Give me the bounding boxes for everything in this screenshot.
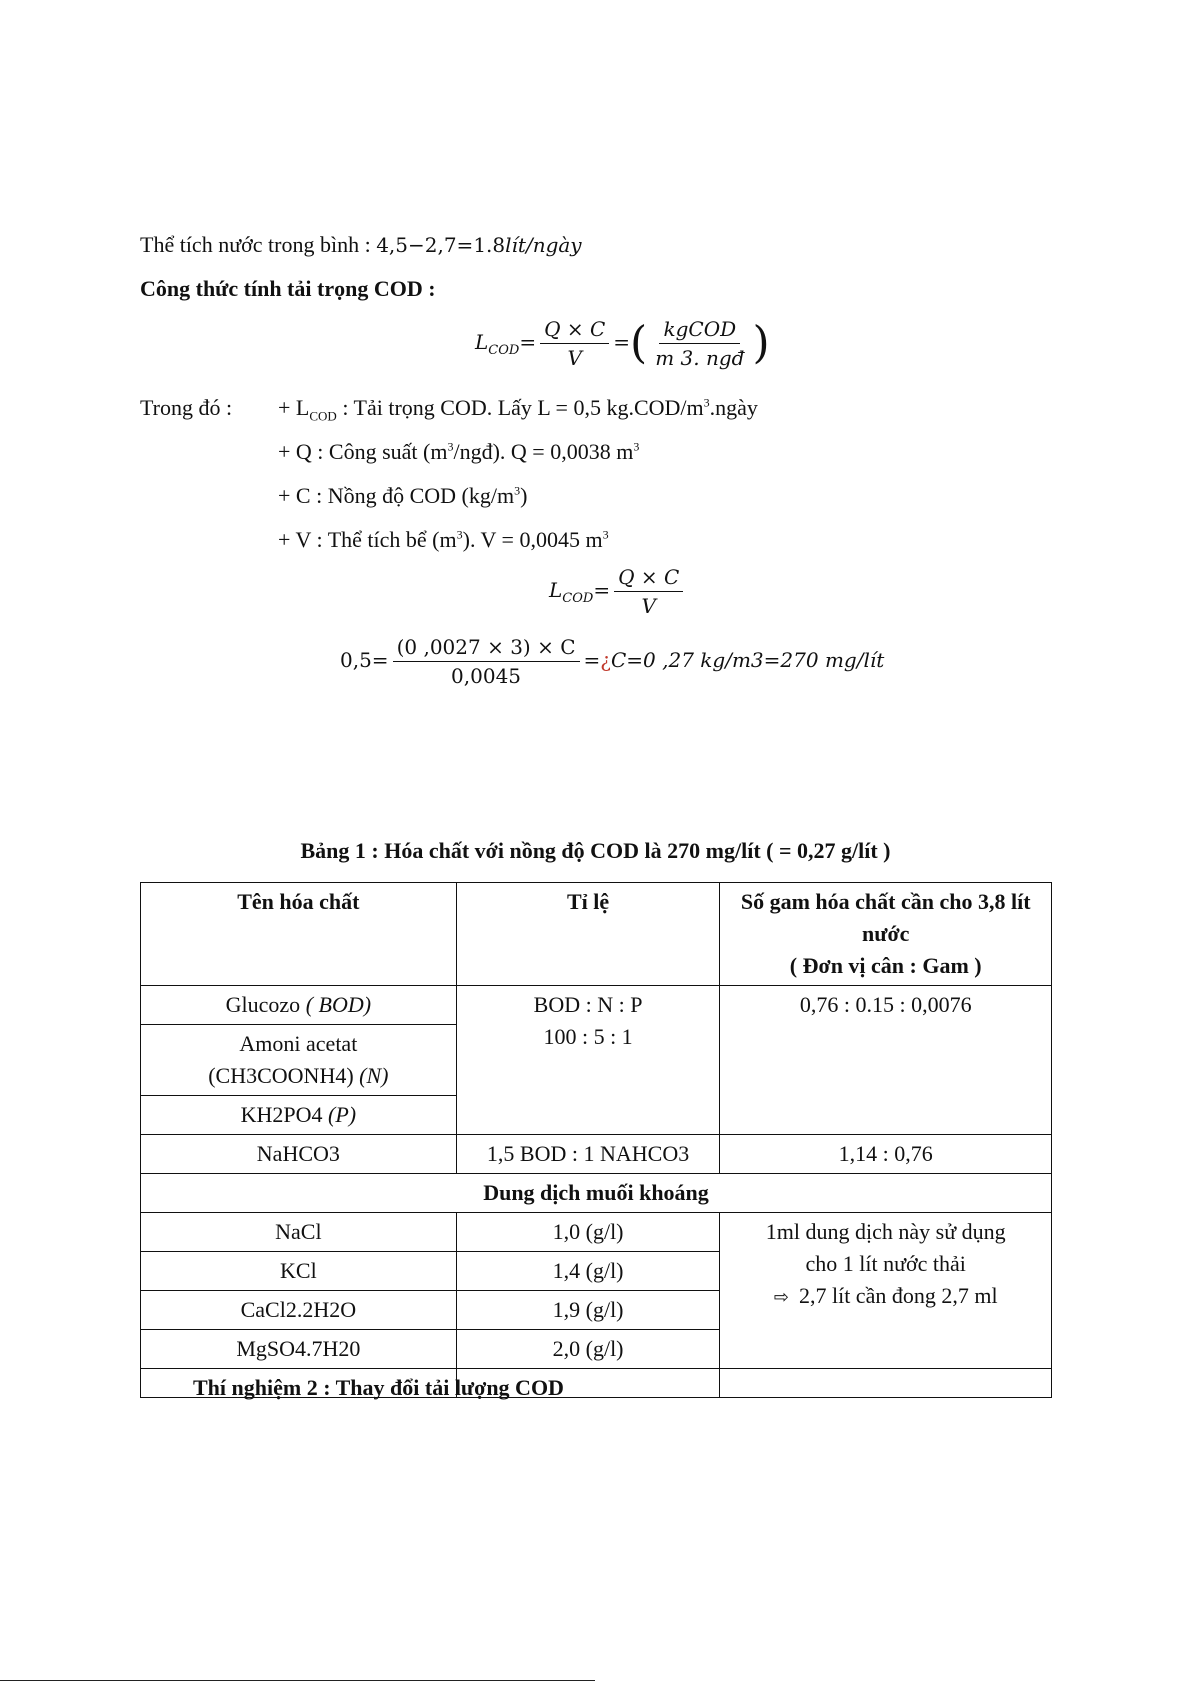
cell-mineral-name: MgSO4.7H20	[141, 1330, 457, 1369]
cell-mineral-value: 1,9 (g/l)	[456, 1291, 720, 1330]
table-section-row	[141, 1174, 1052, 1213]
formula2-fraction: $\frac{Q \times C}{V}$	[614, 566, 683, 617]
volume-label: Thể tích nước trong bình :	[140, 232, 377, 257]
formula1-fraction	[540, 318, 609, 369]
experiment-2-heading: Thí nghiệm 2 : Thay đổi tải lượng COD	[193, 1375, 564, 1400]
right-arrow-icon: ⇨	[773, 1287, 789, 1308]
calc-result: C=0 ,27 kg/m3=270 mg/lít	[611, 648, 885, 672]
header-chemical-name: Tên hóa chất	[141, 883, 457, 986]
table-header-row	[141, 883, 1052, 986]
header-ratio: Tỉ lệ	[456, 883, 720, 986]
definition-c: + C : Nồng độ COD $(kg/m^3)$	[278, 483, 528, 508]
cell-nahco3: NaHCO3	[141, 1135, 457, 1174]
formula1-lhs-sub: COD	[488, 343, 520, 358]
cell-mineral-name: NaCl	[141, 1213, 457, 1252]
cell-nahco3-ratio: 1,5 BOD : 1 NAHCO3	[456, 1135, 720, 1174]
cell-mineral-note: 1ml dung dịch này sử dụng cho 1 lít nước thải ⇨ 2,7 lít cần đong 2,7 ml	[720, 1213, 1052, 1369]
header-grams: Số gam hóa chất cần cho 3,8 lít nước ( Đơn vị cân : Gam )	[720, 883, 1052, 986]
chemicals-table	[140, 882, 1052, 1398]
table-caption: Bảng 1 : Hóa chất với nồng độ COD là 270 mg/lít ( = 0,27 g/lít )	[300, 838, 891, 863]
calc-mark: ¿	[600, 648, 611, 672]
formula1-unit-num: kgCOD	[659, 318, 740, 344]
definition-q: + Q : Công suất $(m^3/ngđ)$. Q = 0,0038 $m^3$	[278, 439, 640, 464]
formula-heading: Công thức tính tải trọng COD :	[140, 276, 436, 301]
cod-load-formula: $L_{COD}=$ $\frac{Q \times C}{V}$ =( $\frac{\text{kgCOD}}{\text{m 3. ngđ}}$ )	[475, 317, 770, 370]
concentration-calculation: 0,5= $\frac{(0 ,0027 \times 3) \times C}{0,0045}$ =¿C=0 ,27 kg/m3=270 mg/lít	[340, 635, 885, 688]
section-mineral-solution: Dung dịch muối khoáng	[141, 1174, 1052, 1213]
formula1-unit-fraction	[651, 318, 748, 369]
cell-mineral-value: 1,4 (g/l)	[456, 1252, 720, 1291]
cell-kh2po4: KH2PO4 (P)	[141, 1096, 457, 1135]
volume-unit: lít/ngày	[505, 233, 582, 257]
definition-v: + V : Thể tích bể $(m^3)$. V = 0,0045 $m^3$	[278, 527, 609, 552]
footnote-separator	[0, 1680, 595, 1681]
formula1-lhs: L	[475, 330, 489, 354]
formula1-unit-den: m 3. ngđ	[655, 346, 745, 370]
formula1-num: Q × C	[540, 318, 609, 344]
definitions-intro: Trong đó :	[140, 395, 233, 420]
cell-ratio-bnp: BOD : N : P 100 : 5 : 1	[456, 986, 720, 1135]
table-row	[141, 1213, 1052, 1252]
cell-glucozo: Glucozo ( BOD)	[141, 986, 457, 1025]
definition-lcod: + $L_{COD}$ : Tải trọng COD. Lấy L = 0,5 $kg.COD/m^3.ngày$	[278, 395, 758, 424]
table-row	[141, 986, 1052, 1025]
cell-grams-bnp: 0,76 : 0.15 : 0,0076	[720, 986, 1052, 1135]
formula1-den: V	[567, 346, 582, 370]
cell-mineral-name: KCl	[141, 1252, 457, 1291]
cell-mineral-value: 2,0 (g/l)	[456, 1330, 720, 1369]
cell-amoni: Amoni acetat (CH3COONH4) (N)	[141, 1025, 457, 1096]
cell-nahco3-grams: 1,14 : 0,76	[720, 1135, 1052, 1174]
calc-fraction: $\frac{(0 ,0027 \times 3) \times C}{0,0045}$	[393, 636, 580, 687]
volume-expr: 4,5−2,7=1.8	[376, 233, 506, 257]
cell-mineral-name: CaCl2.2H2O	[141, 1291, 457, 1330]
cod-load-formula-2: $L_{COD}=$ $\frac{Q \times C}{V}$	[549, 566, 687, 617]
volume-line	[140, 232, 582, 258]
cell-mineral-value: 1,0 (g/l)	[456, 1213, 720, 1252]
table-row	[141, 1135, 1052, 1174]
